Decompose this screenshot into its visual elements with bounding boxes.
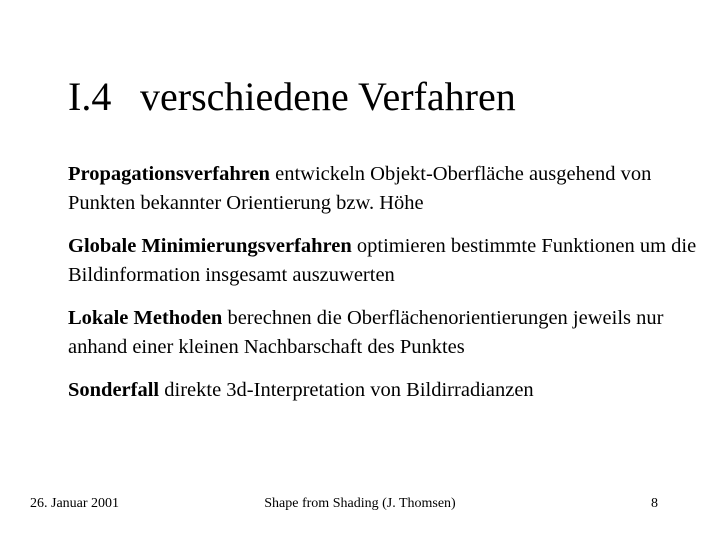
- bullet-text: entwickeln Objekt-Oberfläche ausgehend von Punkten bekannter Orientierung bzw. Höhe: [68, 163, 652, 214]
- bullet-term: Lokale Methoden: [68, 307, 223, 329]
- footer-title: Shape from Shading (J. Thomsen): [264, 496, 456, 511]
- bullet-list: [68, 160, 698, 419]
- footer-date: 26. Januar 2001: [30, 496, 120, 511]
- bullet-text: direkte 3d-Interpretation von Bildirradianzen: [159, 379, 534, 401]
- title-text: verschiedene Verfahren: [140, 74, 516, 119]
- bullet-text: optimieren bestimmte Funktionen um die Bildinformation insgesamt auszuwerten: [68, 235, 697, 286]
- slide-title: [68, 70, 516, 124]
- section-number: I.4: [68, 74, 112, 119]
- bullet-special-case: [68, 376, 698, 405]
- bullet-term: Globale Minimierungsverfahren: [68, 235, 352, 257]
- bullet-local-methods: [68, 304, 698, 362]
- bullet-propagation: [68, 160, 698, 218]
- bullet-term: Sonderfall: [68, 379, 160, 401]
- page-number: 8: [651, 496, 658, 511]
- bullet-term: Propagationsverfahren: [68, 163, 270, 185]
- bullet-global-minimization: [68, 232, 698, 290]
- bullet-text: berechnen die Oberflächenorientierungen jeweils nur anhand einer kleinen Nachbarschaft des Punktes: [68, 307, 664, 358]
